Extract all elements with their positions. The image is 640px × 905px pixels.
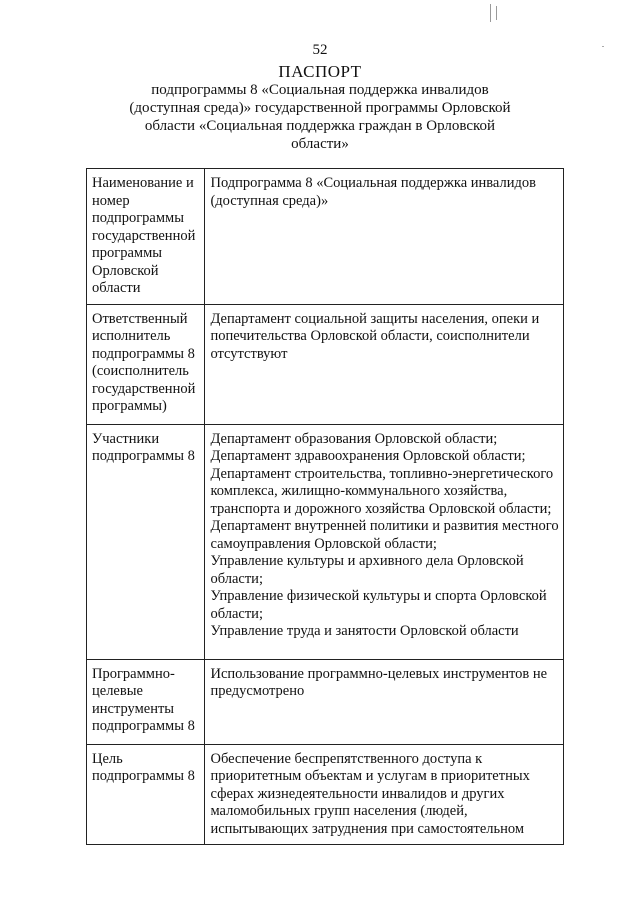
- name-line: целевые: [92, 683, 143, 699]
- table-row: [87, 169, 564, 305]
- value-line: комплекса, жилищно-коммунального хозяйства,: [210, 483, 508, 499]
- name-line: исполнитель: [92, 328, 171, 344]
- name-line: Цель: [92, 750, 123, 767]
- row-value-cell: [205, 169, 564, 305]
- row-value-cell: [205, 744, 564, 845]
- value-line: Департамент социальной защиты населения, опеки и: [210, 310, 540, 327]
- value-line: испытывающих затруднения при самостоятельном: [210, 820, 525, 837]
- value-line: Департамент строительства, топливно-энергетического: [210, 465, 554, 482]
- scan-artifact-mark: [490, 4, 491, 22]
- row-value-cell: [205, 659, 564, 744]
- value-line: (доступная среда)»: [210, 192, 329, 209]
- name-line: государственной: [92, 380, 196, 397]
- value-line: области;: [210, 605, 263, 622]
- row-name-cell: [87, 744, 205, 845]
- value-line: Департамент внутренней политики и развития местного: [210, 518, 559, 534]
- value-line: Подпрограмма 8 «Социальная поддержка инвалидов: [210, 175, 536, 191]
- subtitle-line: (доступная среда)» государственной программы Орловской: [129, 100, 511, 116]
- name-line: Программно-: [92, 665, 175, 682]
- value-line: Управление труда и занятости Орловской области: [210, 623, 519, 639]
- table-row: [87, 424, 564, 659]
- value-line: попечительства Орловской области, соисполнители: [210, 328, 530, 344]
- name-line: подпрограммы 8: [92, 345, 195, 362]
- page-number: 52: [312, 42, 328, 58]
- name-line: Участники: [92, 430, 160, 447]
- value-line: предусмотрено: [210, 683, 305, 699]
- value-line: Управление культуры и архивного дела Орловской: [210, 553, 524, 569]
- name-line: (соисполнитель: [92, 363, 189, 379]
- subtitle-line: области «Социальная поддержка граждан в Орловской: [144, 118, 496, 134]
- value-line: маломобильных групп населения (людей,: [210, 803, 468, 819]
- name-line: программы): [92, 398, 167, 414]
- table-row: [87, 744, 564, 845]
- name-line: подпрограммы: [92, 210, 184, 226]
- name-line: Орловской: [92, 262, 159, 279]
- value-line: Использование программно-целевых инструментов не: [210, 665, 548, 682]
- subtitle-line: подпрограммы 8 «Социальная поддержка инвалидов: [151, 82, 489, 98]
- table-row: [87, 659, 564, 744]
- row-name-cell: [87, 169, 205, 305]
- name-line: номер: [92, 192, 130, 209]
- name-line: Ответственный: [92, 310, 188, 327]
- subtitle-line: области»: [291, 136, 349, 152]
- name-line: инструменты: [92, 700, 175, 717]
- row-name-cell: [87, 659, 205, 744]
- name-line: области: [92, 280, 141, 296]
- row-value-cell: [205, 424, 564, 659]
- value-line: области;: [210, 570, 263, 587]
- document-title: ПАСПОРТ: [278, 62, 362, 81]
- value-line: отсутствуют: [210, 345, 288, 362]
- value-line: Департамент здравоохранения Орловской области;: [210, 448, 526, 464]
- value-line: приоритетным объектам и услугам в приоритетных: [210, 768, 530, 784]
- value-line: Департамент образования Орловской области;: [210, 430, 498, 447]
- row-name-cell: [87, 424, 205, 659]
- scan-artifact-mark: [496, 6, 497, 20]
- document-subtitle: [0, 81, 640, 153]
- name-line: подпрограммы 8: [92, 768, 195, 784]
- table-row: [87, 304, 564, 424]
- name-line: программы: [92, 245, 162, 261]
- value-line: сферах жизнедеятельности инвалидов и других: [210, 785, 505, 802]
- name-line: подпрограммы 8: [92, 448, 195, 464]
- row-name-cell: [87, 304, 205, 424]
- passport-table: [86, 168, 564, 845]
- value-line: Управление физической культуры и спорта Орловской: [210, 588, 547, 604]
- name-line: Наименование и: [92, 175, 194, 191]
- value-line: транспорта и дорожного хозяйства Орловской области;: [210, 500, 552, 517]
- name-line: государственной: [92, 227, 196, 244]
- value-line: Обеспечение беспрепятственного доступа к: [210, 750, 483, 767]
- name-line: подпрограммы 8: [92, 718, 195, 734]
- row-value-cell: [205, 304, 564, 424]
- value-line: самоуправления Орловской области;: [210, 535, 437, 552]
